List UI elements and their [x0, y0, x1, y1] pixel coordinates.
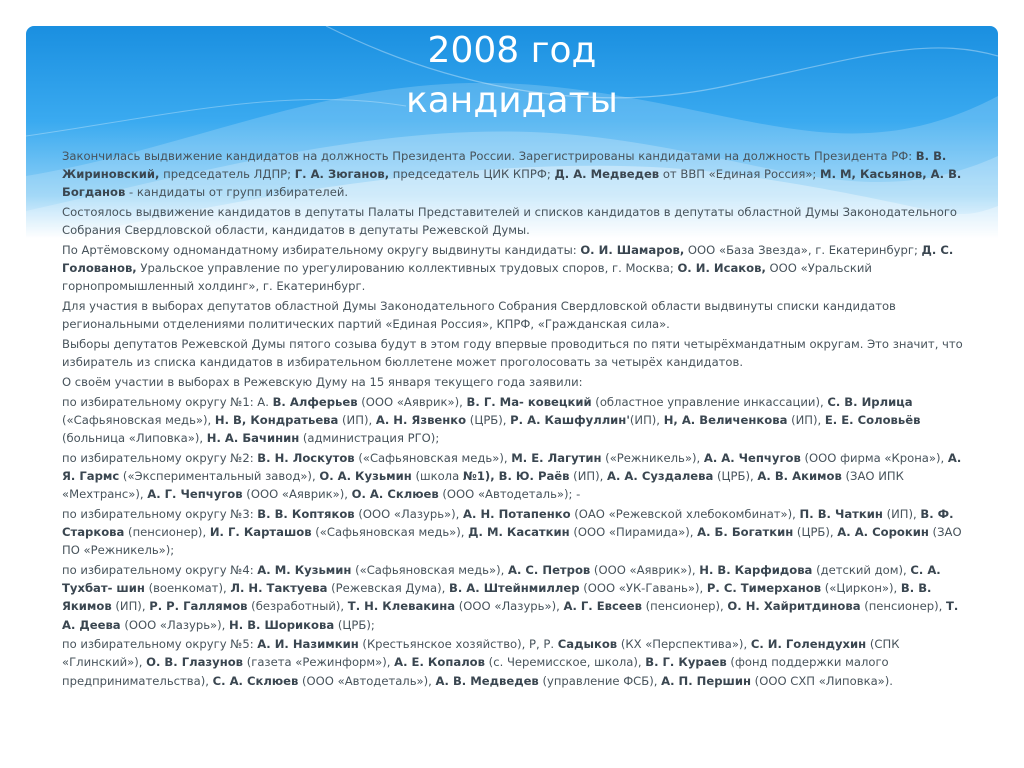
text-segment: (безработный),: [247, 599, 348, 614]
candidate-name: А. В. Акимов: [757, 468, 842, 483]
candidate-name: А. А. Чепчугов: [703, 450, 801, 465]
candidate-name: В. Ф. Старкова: [62, 506, 954, 540]
text-segment: по избирательному округу №5:: [62, 637, 258, 652]
text-segment: от ВВП «Единая Россия»;: [659, 167, 821, 182]
body-text: [62, 147, 974, 691]
candidate-name: С. А. Тухбат- шин: [62, 562, 941, 596]
text-segment: (школа: [411, 468, 463, 483]
text-segment: по избирательному округу №1: А.: [62, 394, 273, 409]
candidate-name: О. В. Глазунов: [146, 655, 244, 670]
candidate-name: Л. Н. Тактуева: [230, 581, 328, 596]
candidate-name: П. В. Чаткин: [799, 506, 883, 521]
candidate-name: А. П. Першин: [661, 673, 751, 688]
text-segment: («Режникель»),: [601, 450, 704, 465]
text-segment: («Циркон»),: [821, 581, 901, 596]
candidate-name: В. Н. Лоскутов: [257, 450, 355, 465]
text-segment: (КХ «Перспектива»),: [617, 637, 751, 652]
text-segment: (газета «Режинформ»),: [243, 655, 395, 670]
candidate-name: Т. А. Деева: [62, 599, 959, 632]
candidate-name: Г. А. Зюганов,: [294, 167, 390, 182]
paragraph: [62, 335, 974, 371]
candidate-name: М. Е. Лагутин: [511, 450, 602, 465]
paragraph: [62, 241, 974, 296]
text-segment: (ЗАО ПО «Режникель»);: [62, 525, 962, 558]
paragraph: [62, 561, 974, 634]
candidate-name: В. Г. Кураев: [645, 655, 727, 670]
title-line-1: 2008 год: [427, 30, 597, 71]
text-segment: Выборы депутатов Режевской Думы пятого созыва будут в этом году впервые проводиться по пяти четырёхмандатным округам. Это значит, что избиратель из списка кандидатов в избирательном бюллетене может проголосовать за четырёх кандидатов.: [62, 337, 963, 370]
text-segment: Состоялось выдвижение кандидатов в депутаты Палаты Представителей и списков кандидатов в депутаты областной Думы Законодательного Собрания Свердловской области, кандидатов в депутаты Режевской Думы.: [62, 205, 958, 238]
candidate-name: Н. В. Карфидова: [699, 562, 813, 577]
candidate-name: В. Г. Ма- ковецкий: [466, 394, 592, 409]
candidate-name: Н. В, Кондратьева: [214, 412, 339, 427]
candidate-name: С. И. Голендухин: [750, 637, 867, 652]
text-segment: ООО «База Звезда», г. Екатеринбург;: [684, 243, 922, 258]
candidate-name: Р. Р. Галлямов: [149, 599, 248, 614]
text-segment: (пенсионер),: [860, 599, 946, 614]
candidate-name: А. Г. Чепчугов: [147, 487, 243, 502]
candidate-name: Д. М. Касаткин: [468, 525, 570, 540]
slide-title: [26, 26, 998, 126]
paragraph: [62, 505, 974, 560]
text-segment: (ИП),: [629, 412, 664, 427]
candidate-name: В. А. Штейнмиллер: [449, 581, 580, 596]
candidate-name: Д. А. Медведев: [554, 167, 660, 182]
candidate-name: С. В. Ирлица: [827, 394, 913, 409]
candidate-name: А. Е. Копалов: [394, 655, 485, 670]
text-segment: (больница «Липовка»),: [62, 431, 207, 446]
text-segment: Уральское управление по урегулированию коллективных трудовых споров, г. Москва;: [136, 261, 678, 276]
text-segment: (пенсионер),: [124, 525, 210, 540]
text-segment: По Артёмовскому одномандатному избирательному округу выдвинуты кандидаты:: [62, 243, 581, 258]
candidate-name: №1), В. Ю. Раёв: [462, 468, 570, 483]
text-segment: (ООО фирма «Крона»),: [800, 450, 948, 465]
text-segment: (ЗАО ИПК «Мехтранс»),: [62, 468, 904, 502]
text-segment: (ООО СХП «Липовка»).: [751, 673, 893, 688]
candidate-name: Садыков: [557, 637, 618, 652]
text-segment: (управление ФСБ),: [538, 673, 662, 688]
text-segment: (ООО «Пирамида»),: [569, 525, 698, 540]
paragraph: [62, 635, 974, 690]
candidate-name: В. В. Коптяков: [257, 506, 355, 521]
paragraph: [62, 147, 974, 202]
text-segment: по избирательному округу №3:: [62, 506, 258, 521]
text-segment: (пенсионер),: [641, 599, 728, 614]
text-segment: (с. Черемисское, школа),: [484, 655, 646, 670]
text-segment: (ЦРБ),: [713, 468, 758, 483]
text-segment: ООО «Уральский горнопромышленный холдинг», г. Екатеринбург.: [62, 261, 872, 294]
candidate-name: О. Н. Хайритдинова: [727, 599, 861, 614]
text-segment: (ООО «Лазурь»),: [455, 599, 564, 614]
text-segment: (ООО «Аяврик»),: [357, 394, 467, 409]
text-segment: (ИП),: [338, 412, 376, 427]
text-segment: (ЦРБ),: [793, 525, 838, 540]
candidate-name: Н. А. Бачинин: [206, 431, 300, 446]
text-segment: (ИП),: [882, 506, 921, 521]
text-segment: по избирательному округу №4:: [62, 562, 258, 577]
candidate-name: О. И. Шамаров,: [580, 243, 685, 258]
text-segment: («Сафьяновская медь»),: [311, 525, 469, 540]
candidate-name: О. А. Кузьмин: [319, 468, 412, 483]
text-segment: (ООО «Лазурь»),: [354, 506, 464, 521]
text-segment: (администрация РГО);: [299, 431, 440, 446]
candidate-name: А. В. Медведев: [435, 673, 539, 688]
candidate-name: А. М. Кузьмин: [257, 562, 352, 577]
text-segment: («Сафьяновская медь»),: [62, 412, 215, 427]
text-segment: (СПК «Глинский»),: [62, 637, 900, 670]
candidate-name: А. Н. Язвенко: [375, 412, 467, 427]
candidate-name: Д. С. Голованов,: [62, 243, 954, 276]
text-segment: Для участия в выборах депутатов областной Думы Законодательного Собрания Свердловской области выдвинуты списки кандидатов региональными отделениями политических партий «Единая Россия», КПРФ, «Гражданская сила».: [62, 299, 896, 332]
text-segment: (ИП),: [111, 599, 150, 614]
text-segment: (ОАО «Режевской хлебокомбинат»),: [570, 506, 800, 521]
text-segment: (ИП),: [787, 412, 825, 427]
text-segment: председатель ЦИК КПРФ;: [389, 167, 555, 182]
candidate-name: А. С. Петров: [508, 562, 591, 577]
candidate-name: В. В. Якимов: [62, 581, 932, 614]
candidate-name: Р. С. Тимерханов: [706, 581, 822, 596]
text-segment: (фонд поддержки малого предпринимательства),: [62, 655, 889, 688]
candidate-name: Н, А. Величенкова: [663, 412, 788, 427]
candidate-name: В. Алферьев: [272, 394, 358, 409]
paragraph: [62, 373, 974, 391]
paragraph: [62, 393, 974, 448]
text-segment: (ООО «УК-Гавань»),: [579, 581, 707, 596]
candidate-name: А. Г. Евсеев: [563, 599, 642, 614]
text-segment: (областное управление инкассации),: [591, 394, 828, 409]
paragraph: [62, 203, 974, 239]
text-segment: (ИП),: [569, 468, 607, 483]
candidate-name: Т. Н. Клевакина: [347, 599, 456, 614]
text-segment: («Сафьяновская медь»),: [351, 562, 508, 577]
text-segment: (Режевская Дума),: [327, 581, 450, 596]
text-segment: - кандидаты от групп избирателей.: [125, 185, 349, 200]
candidate-name: Р. А. Кашфуллин': [510, 412, 630, 427]
text-segment: (ООО «Автодеталь»); -: [438, 487, 581, 502]
paragraph: [62, 449, 974, 504]
candidate-name: И. Г. Карташов: [209, 525, 312, 540]
text-segment: (ООО «Аяврик»),: [590, 562, 700, 577]
candidate-name: А. А. Сорокин: [837, 525, 929, 540]
text-segment: (ЦРБ);: [334, 617, 375, 632]
text-segment: по избирательному округу №2:: [62, 450, 258, 465]
text-segment: О своём участии в выборах в Режевскую Думу на 15 января текущего года заявили:: [62, 374, 583, 389]
candidate-name: А. И. Назимкин: [257, 637, 359, 652]
candidate-name: Е. Е. Соловьёв: [824, 412, 921, 427]
text-segment: председатель ЛДПР;: [159, 167, 295, 182]
text-segment: («Экспериментальный завод»),: [119, 468, 320, 483]
candidate-name: О. А. Склюев: [351, 487, 439, 502]
candidate-name: Н. В. Шорикова: [229, 617, 335, 632]
text-segment: (военкомат),: [144, 581, 231, 596]
candidate-name: А. А. Суздалева: [607, 468, 714, 483]
candidate-name: А. Я. Гармс: [62, 450, 962, 483]
candidate-name: А. Б. Богаткин: [697, 525, 794, 540]
candidate-name: В. В. Жириновский,: [62, 149, 947, 182]
text-segment: (ООО «Автодеталь»),: [298, 673, 436, 688]
text-segment: (ЦРБ),: [466, 412, 511, 427]
paragraph: [62, 297, 974, 333]
candidate-name: А. Н. Потапенко: [463, 506, 571, 521]
candidate-name: С. А. Склюев: [212, 673, 299, 688]
candidate-name: М. М, Касьянов, А. В. Богданов: [62, 167, 962, 200]
text-segment: (Крестьянское хозяйство), Р, Р.: [358, 637, 558, 652]
text-segment: («Сафьяновская медь»),: [354, 450, 512, 465]
text-segment: (детский дом),: [812, 562, 911, 577]
candidate-name: О. И. Исаков,: [677, 261, 766, 276]
text-segment: (ООО «Лазурь»),: [120, 617, 230, 632]
text-segment: Закончилась выдвижение кандидатов на должность Президента России. Зарегистрированы кандидатами на должность Президента РФ:: [62, 149, 916, 163]
title-line-2: кандидаты: [406, 80, 618, 121]
text-segment: (ООО «Аяврик»),: [242, 487, 352, 502]
